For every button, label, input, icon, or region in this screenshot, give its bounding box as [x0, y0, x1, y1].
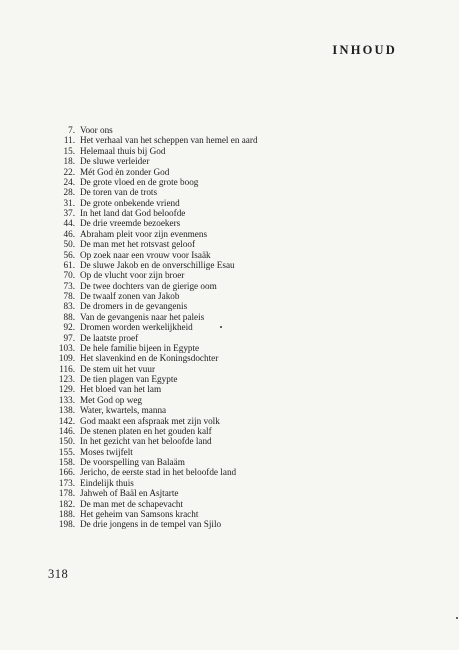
toc-title: In het land dat God beloofde	[80, 208, 186, 218]
toc-title: Dromen worden werkelijkheid	[80, 322, 193, 333]
toc-entry	[49, 312, 258, 322]
toc-title: Van de gevangenis naar het paleis	[80, 311, 205, 322]
toc-entry	[49, 218, 258, 228]
toc-entry	[49, 405, 258, 415]
toc-title: Mét God èn zonder God	[80, 166, 170, 177]
toc-page-number: 50.	[63, 239, 75, 250]
toc-title: God maakt een afspraak met zijn volk	[80, 415, 220, 426]
page-title: INHOUD	[332, 43, 397, 57]
toc-entry	[49, 457, 258, 467]
toc-page-number: 116.	[59, 363, 75, 374]
page-number: 318	[48, 567, 69, 581]
toc-title: Jahweh of Baäl en Asjtarte	[80, 488, 179, 499]
toc-page-number: 138.	[58, 405, 75, 416]
toc-entry	[49, 333, 258, 343]
toc-entry	[49, 167, 258, 177]
toc-page-number: 97.	[63, 332, 75, 343]
toc-entry	[49, 239, 258, 249]
table-of-contents	[49, 125, 258, 530]
toc-page-number: 188.	[58, 508, 75, 519]
toc-page-number: 56.	[63, 249, 75, 260]
toc-page-number: 22.	[63, 166, 75, 177]
toc-title: Water, kwartels, manna	[80, 405, 167, 416]
toc-page-number: 182.	[58, 498, 75, 509]
toc-title: De twee dochters van de gierige oom	[80, 280, 217, 291]
toc-entry	[49, 198, 258, 208]
toc-page-number: 133.	[58, 394, 75, 405]
toc-title: De man met de schapevacht	[80, 498, 184, 509]
toc-page-number: 173.	[58, 477, 75, 488]
toc-title: De voorspelling van Balaäm	[80, 457, 185, 467]
toc-page-number: 7.	[68, 125, 75, 135]
toc-entry	[49, 519, 258, 529]
toc-title: Het bloed van het lam	[80, 384, 162, 395]
toc-title: In het gezicht van het beloofde land	[80, 436, 212, 447]
toc-page-number: 158.	[58, 457, 75, 467]
toc-title: De grote vloed en de grote boog	[80, 176, 199, 187]
toc-entry	[49, 177, 258, 187]
toc-entry	[49, 156, 258, 166]
toc-title: Helemaal thuis bij God	[80, 145, 166, 156]
toc-page-number: 83.	[63, 301, 75, 312]
toc-page-number: 129.	[58, 384, 75, 395]
toc-entry	[49, 135, 258, 145]
toc-title: Met God op weg	[80, 394, 143, 405]
toc-page-number: 24.	[63, 176, 75, 187]
toc-title: Het verhaal van het scheppen van hemel en aard	[80, 135, 258, 146]
toc-page-number: 109.	[58, 353, 75, 364]
toc-title: De grote onbekende vriend	[80, 197, 180, 208]
toc-page-number: 31.	[63, 197, 75, 208]
toc-entry	[49, 467, 258, 477]
toc-page-number: 15.	[63, 145, 75, 156]
toc-title: Het slavenkind en de Koningsdochter	[80, 353, 219, 364]
toc-entry	[49, 270, 258, 280]
toc-title: Moses twijfelt	[80, 446, 133, 457]
toc-entry	[49, 436, 258, 446]
toc-entry	[49, 426, 258, 436]
toc-entry	[49, 416, 258, 426]
toc-page-number: 146.	[58, 425, 75, 436]
toc-title: De sluwe verleider	[80, 156, 150, 167]
toc-page-number: 142.	[58, 415, 75, 426]
toc-title: Voor ons	[80, 125, 113, 135]
toc-title: Het geheim van Samsons kracht	[80, 508, 199, 519]
toc-page-number: 46.	[63, 228, 75, 239]
toc-entry	[49, 509, 258, 519]
toc-page-number: 123.	[58, 374, 75, 384]
toc-title: De man met het rotsvast geloof	[80, 239, 196, 250]
toc-page-number: 73.	[63, 280, 75, 291]
toc-page-number: 150.	[58, 436, 75, 447]
toc-title: De sluwe Jakob en de onverschillige Esau	[80, 259, 235, 270]
toc-title: De stem uit het vuur	[80, 363, 156, 374]
toc-entry	[49, 250, 258, 260]
toc-entry	[49, 374, 258, 384]
toc-page-number: 70.	[63, 270, 75, 281]
toc-title: Abraham pleit voor zijn evenmens	[80, 228, 208, 239]
toc-entry	[49, 343, 258, 353]
toc-page-number: 198.	[58, 519, 75, 530]
toc-title: De toren van de trots	[80, 187, 158, 198]
print-speck	[456, 617, 458, 619]
toc-title: De tien plagen van Egypte	[80, 374, 178, 384]
toc-entry	[49, 187, 258, 197]
toc-title: De stenen platen en het gouden kalf	[80, 425, 212, 436]
toc-entry	[49, 291, 258, 301]
toc-title: De twaalf zonen van Jakob	[80, 291, 180, 301]
toc-title: De laatste proef	[80, 332, 139, 343]
toc-page-number: 18.	[63, 156, 75, 167]
toc-entry	[49, 478, 258, 488]
toc-page-number: 28.	[63, 187, 75, 198]
toc-title: De drie vreemde bezoekers	[80, 218, 181, 229]
toc-entry	[49, 353, 258, 363]
toc-entry	[49, 281, 258, 291]
toc-entry	[49, 488, 258, 498]
toc-entry	[49, 146, 258, 156]
toc-page-number: 37.	[63, 208, 75, 218]
toc-title: De drie jongens in de tempel van Sjilo	[80, 519, 222, 530]
toc-title: Op de vlucht voor zijn broer	[80, 270, 185, 281]
toc-page-number: 78.	[63, 291, 75, 301]
toc-entry	[49, 260, 258, 270]
toc-page-number: 11.	[63, 135, 75, 146]
toc-entry	[49, 229, 258, 239]
toc-title: Op zoek naar een vrouw voor Isaäk	[80, 249, 211, 260]
toc-entry	[49, 395, 258, 405]
toc-entry	[49, 125, 258, 135]
toc-title: Jericho, de eerste stad in het beloofde land	[80, 467, 237, 478]
toc-page-number: 88.	[63, 311, 75, 322]
toc-page-number: 178.	[58, 488, 75, 499]
toc-title: De hele familie bijeen in Egypte	[80, 342, 200, 353]
toc-title: De dromers in de gevangenis	[80, 301, 188, 312]
toc-entry	[49, 208, 258, 218]
toc-page-number: 103.	[58, 342, 75, 353]
toc-entry	[49, 447, 258, 457]
toc-entry	[49, 322, 258, 332]
toc-entry	[49, 301, 258, 311]
toc-page-number: 92.	[63, 322, 75, 333]
print-speck	[220, 326, 222, 328]
toc-entry	[49, 499, 258, 509]
toc-entry	[49, 384, 258, 394]
toc-page-number: 61.	[63, 259, 75, 270]
toc-entry	[49, 364, 258, 374]
toc-page-number: 166.	[58, 467, 75, 478]
toc-page-number: 155.	[58, 446, 75, 457]
toc-title: Eindelijk thuis	[80, 477, 134, 488]
toc-page-number: 44.	[63, 218, 75, 229]
